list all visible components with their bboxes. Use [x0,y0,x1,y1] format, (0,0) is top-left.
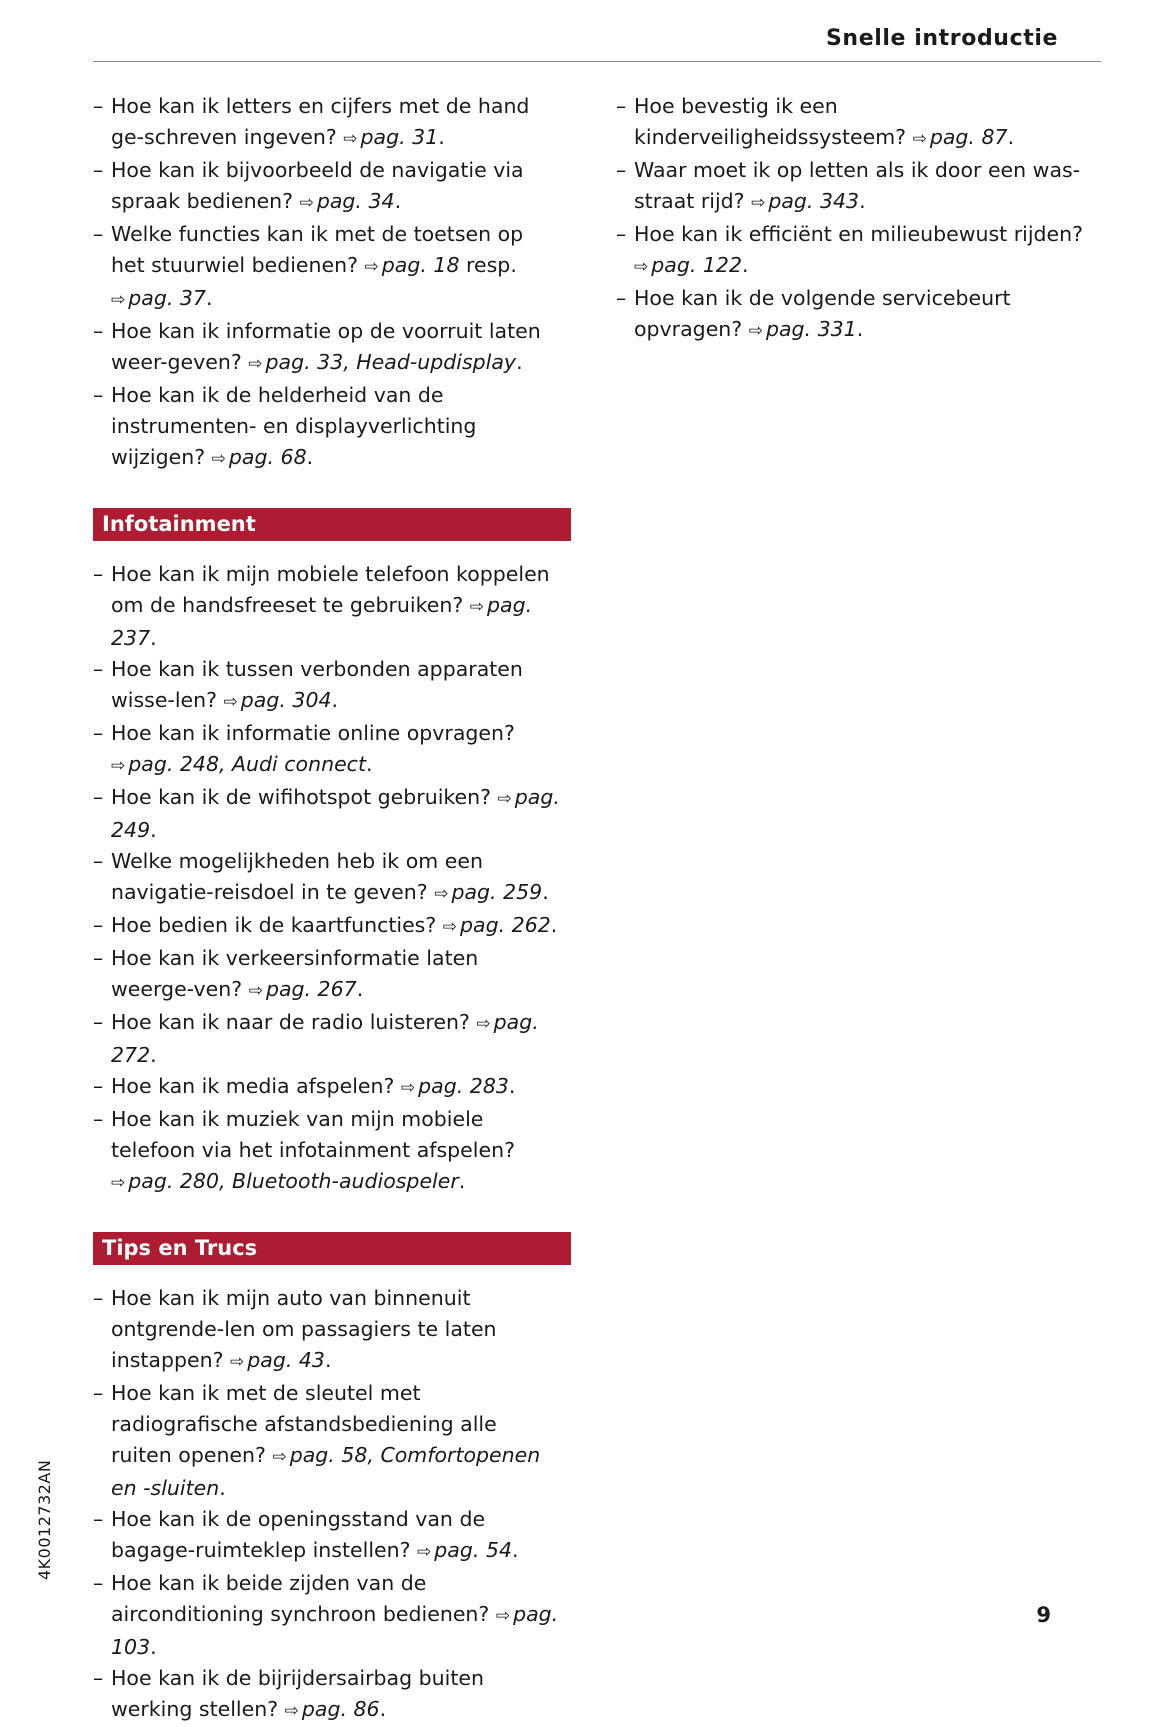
question-text: Hoe bedien ik de kaartfuncties? [111,913,437,937]
sentence-end: . [1007,125,1015,149]
list-item [616,283,1086,347]
page-reference-arrow-icon: ⇨ [495,1606,511,1626]
page-reference-link[interactable]: pag. 43 [247,1348,325,1372]
page-reference-arrow-icon: ⇨ [442,917,458,937]
sentence-end: . [366,752,373,776]
question-text: Hoe kan ik de helderheid van de instrumenten- en displayverlichting wijzigen? [111,383,477,469]
list-item [93,1071,563,1104]
list-item [93,1104,563,1199]
sentence-end: . [150,1635,157,1659]
question-text: Hoe kan ik met de sleutel met radiografische afstandsbediening alle ruiten openen? [111,1381,497,1467]
question-text: Welke mogelijkheden heb ik om een navigatie-reisdoel in te geven? [111,849,483,904]
page-reference-arrow-icon: ⇨ [434,884,449,904]
list-item [93,380,563,475]
question-text: Hoe kan ik de bijrijdersairbag buiten werking stellen? [111,1666,484,1721]
sentence-end: . [438,125,445,149]
sentence-end: . [458,1169,466,1193]
document-code: 4K0012732AN [35,1459,54,1580]
sentence-end: . [512,1538,519,1562]
sentence-end: . [150,818,157,842]
question-text: Hoe kan ik bijvoorbeeld de navigatie via spraak bedienen? [111,158,524,213]
question-text: Welke functies kan ik met de toetsen op het stuurwiel bedienen? [111,222,524,277]
sentence-end: . [742,253,749,277]
page-reference-link[interactable]: pag. 267 [265,977,357,1001]
question-text: Hoe kan ik mijn mobiele telefoon koppelen om de handsfreeset te gebruiken? [111,562,550,617]
page-reference-link[interactable]: pag. 86 [301,1697,380,1721]
question-text: Hoe kan ik tussen verbonden apparaten wisse-len? [111,657,523,712]
left-column [93,91,563,1727]
question-text: Hoe kan ik verkeersinformatie laten weerge-ven? [111,946,479,1001]
question-text: Hoe kan ik de volgende servicebeurt opvragen? [634,286,1011,341]
page-number: 9 [1036,1603,1051,1627]
page-reference-link[interactable]: pag. 248, Audi connect [128,752,366,776]
page-reference-arrow-icon: ⇨ [748,321,763,341]
page-reference-arrow-icon: ⇨ [272,1447,287,1467]
page-reference-arrow-icon: ⇨ [211,449,226,469]
page-reference-link[interactable]: pag. 343 [768,189,860,213]
sentence-end: . [324,1348,332,1372]
question-text: Hoe kan ik beide zijden van de airconditioning synchroon bedienen? [111,1571,490,1626]
sentence-end: . [508,1074,516,1098]
page-reference-arrow-icon: ⇨ [364,257,379,277]
page-reference-link[interactable]: pag. 34 [316,189,395,213]
page-reference-arrow-icon: ⇨ [469,597,485,617]
page-reference-link[interactable]: pag. 331 [765,317,857,341]
right-column [616,91,1086,347]
header-rule [93,61,1101,62]
page-reference-link[interactable]: pag. 304 [240,688,332,712]
list-item [93,782,563,846]
page-reference-link[interactable]: pag. 58, Comfortopenen en -sluiten [111,1443,541,1500]
page-reference-arrow-icon: ⇨ [299,193,314,213]
page-reference-link[interactable]: pag. 33, Head-updisplay [265,350,517,374]
page-reference-link[interactable]: pag. 283 [418,1074,509,1098]
sentence-end: . [379,1697,387,1721]
section-heading-tips-en-trucs: Tips en Trucs [93,1232,571,1265]
sentence-end: . [150,626,157,650]
list-item [93,91,563,155]
sentence-end: . [859,189,866,213]
page-reference-link[interactable]: pag. 54 [434,1538,513,1562]
question-text: Hoe kan ik efficiënt en milieubewust rijden? [634,222,1084,246]
intro-question-list [93,91,563,475]
page-reference-arrow-icon: ⇨ [248,981,263,1001]
page-reference-link[interactable]: pag. 272 [111,1010,539,1067]
list-item [93,1283,563,1378]
page-reference-link[interactable]: pag. 18 [381,253,460,277]
question-text: Hoe kan ik muziek van mijn mobiele telefoon via het infotainment afspelen? [111,1107,515,1162]
list-item [93,846,563,910]
list-item [616,219,1086,283]
question-text: Hoe kan ik informatie op de voorruit laten weer-geven? [111,319,541,374]
list-item [616,155,1086,219]
page-reference-link[interactable]: pag. 259 [451,880,543,904]
page-reference-link[interactable]: pag. 122 [651,253,742,277]
question-text: Hoe kan ik de openingsstand van de bagage-ruimteklep instellen? [111,1507,486,1562]
list-item [93,1568,563,1663]
list-item [93,1378,563,1504]
sentence-end: . [150,1043,157,1067]
page-reference-arrow-icon: ⇨ [417,1542,432,1562]
list-item [93,219,563,316]
page-reference-arrow-icon: ⇨ [111,756,126,776]
sentence-end: . [205,286,213,310]
list-item [93,1663,563,1727]
sentence-end: . [219,1476,226,1500]
page-reference-arrow-icon: ⇨ [343,129,358,149]
running-header: Snelle introductie [825,26,1058,51]
list-item [616,91,1086,155]
sentence-end: . [331,688,339,712]
question-text: Hoe kan ik informatie online opvragen? [111,721,515,745]
page-reference-arrow-icon: ⇨ [751,193,766,213]
page-reference-arrow-icon: ⇨ [111,290,126,310]
page-reference-arrow-icon: ⇨ [634,257,649,277]
list-item [93,1007,563,1071]
sentence-end: . [306,445,314,469]
question-text: Hoe kan ik mijn auto van binnenuit ontgrende-len om passagiers te laten instappen? [111,1286,497,1372]
list-item [93,910,563,943]
reference-separator: resp. [459,253,517,277]
sentence-end: . [394,189,402,213]
section-heading-infotainment: Infotainment [93,508,571,541]
list-item [93,316,563,380]
page-reference-link[interactable]: pag. 31 [360,125,439,149]
page-reference-link[interactable]: pag. 87 [929,125,1008,149]
sentence-end: . [542,880,549,904]
list-item [93,155,563,219]
page-reference-arrow-icon: ⇨ [223,692,238,712]
page-reference-arrow-icon: ⇨ [400,1078,416,1098]
infotainment-question-list [93,559,563,1199]
page-reference-arrow-icon: ⇨ [497,789,512,809]
page-reference-link[interactable]: pag. 262 [460,913,551,937]
page-reference-arrow-icon: ⇨ [111,1173,126,1193]
sentence-end: . [550,913,558,937]
page-reference-link[interactable]: pag. 237 [111,593,533,650]
page-reference-link[interactable]: pag. 37 [128,286,206,310]
page-reference-link[interactable]: pag. 103 [111,1602,559,1659]
question-text: Hoe kan ik letters en cijfers met de hand ge-schreven ingeven? [111,94,530,149]
sentence-end: . [356,977,364,1001]
question-text: Hoe kan ik media afspelen? [111,1074,395,1098]
sentence-end: . [856,317,864,341]
list-item [93,559,563,654]
list-item [93,654,563,718]
page-reference-arrow-icon: ⇨ [284,1701,299,1721]
tips-question-list [93,1283,563,1727]
page-reference-arrow-icon: ⇨ [230,1352,245,1372]
right-question-list [616,91,1086,347]
question-text: Waar moet ik op letten als ik door een was-straat rijd? [634,158,1081,213]
page-reference-arrow-icon: ⇨ [912,129,927,149]
page-reference-link[interactable]: pag. 68 [228,445,307,469]
sentence-end: . [516,350,523,374]
page-reference-arrow-icon: ⇨ [248,354,263,374]
question-text: Hoe kan ik naar de radio luisteren? [111,1010,470,1034]
list-item [93,718,563,782]
list-item [93,943,563,1007]
question-text: Hoe bevestig ik een kinderveiligheidssysteem? [634,94,907,149]
question-text: Hoe kan ik de wifihotspot gebruiken? [111,785,492,809]
list-item [93,1504,563,1568]
page-reference-arrow-icon: ⇨ [476,1014,491,1034]
page-reference-link[interactable]: pag. 249 [111,785,560,842]
page-reference-link[interactable]: pag. 280, Bluetooth-audiospeler [128,1169,459,1193]
